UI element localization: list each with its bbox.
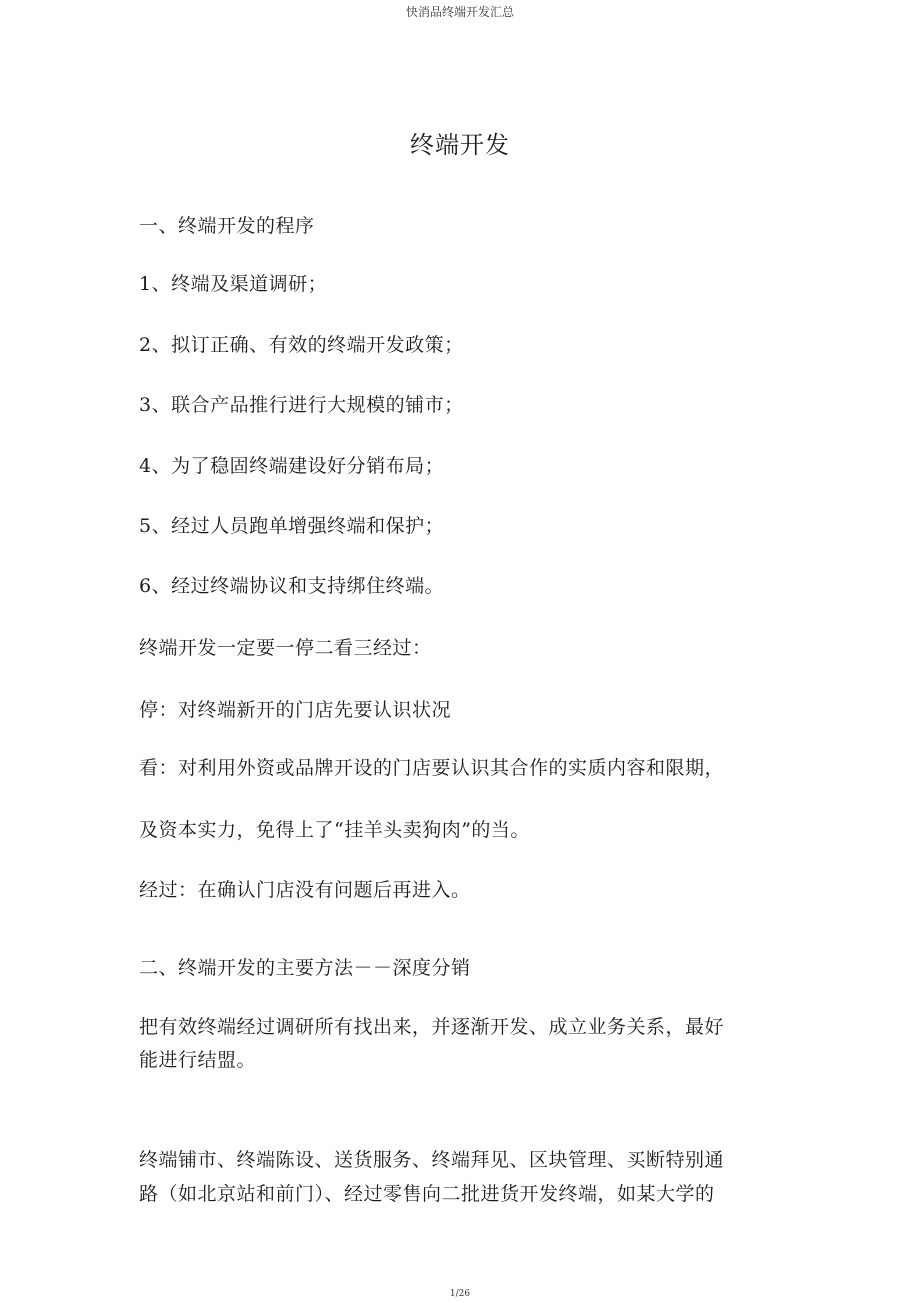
paragraph-line: 路（如北京站和前门）、经过零售向二批进货开发终端，如某大学的: [139, 1183, 715, 1205]
principle-pass: 经过：在确认门店没有问题后再进入。: [139, 879, 471, 901]
section-heading-method: 二、终端开发的主要方法－－深度分销: [139, 957, 471, 979]
principle-intro: 终端开发一定要一停二看三经过：: [139, 637, 432, 659]
step-item: 1、终端及渠道调研；: [139, 273, 328, 295]
principle-look-line1: 看：对利用外资或品牌开设的门店要认识其合作的实质内容和限期，: [139, 757, 725, 779]
paragraph-line: 把有效终端经过调研所有找出来，并逐渐开发、成立业务关系，最好: [139, 1016, 725, 1038]
section-heading-procedure: 一、终端开发的程序: [139, 215, 315, 237]
step-item: 5、经过人员跑单增强终端和保护；: [139, 515, 445, 537]
step-item: 3、联合产品推行进行大规模的铺市；: [139, 394, 464, 416]
page-header: 快消品终端开发汇总: [405, 5, 514, 19]
document-title: 终端开发: [410, 131, 510, 159]
page-number: 1/26: [449, 1289, 471, 1299]
step-item: 6、经过终端协议和支持绑住终端。: [139, 575, 445, 597]
step-item: 4、为了稳固终端建设好分销布局；: [139, 455, 445, 477]
paragraph-line: 终端铺市、终端陈设、送货服务、终端拜见、区块管理、买断特别通: [139, 1149, 725, 1171]
principle-look-line2: 及资本实力，免得上了“挂羊头卖狗肉”的当。: [139, 819, 530, 841]
principle-stop: 停：对终端新开的门店先要认识状况: [139, 699, 452, 721]
paragraph-line: 能进行结盟。: [139, 1049, 257, 1071]
step-item: 2、拟订正确、有效的终端开发政策；: [139, 334, 464, 356]
